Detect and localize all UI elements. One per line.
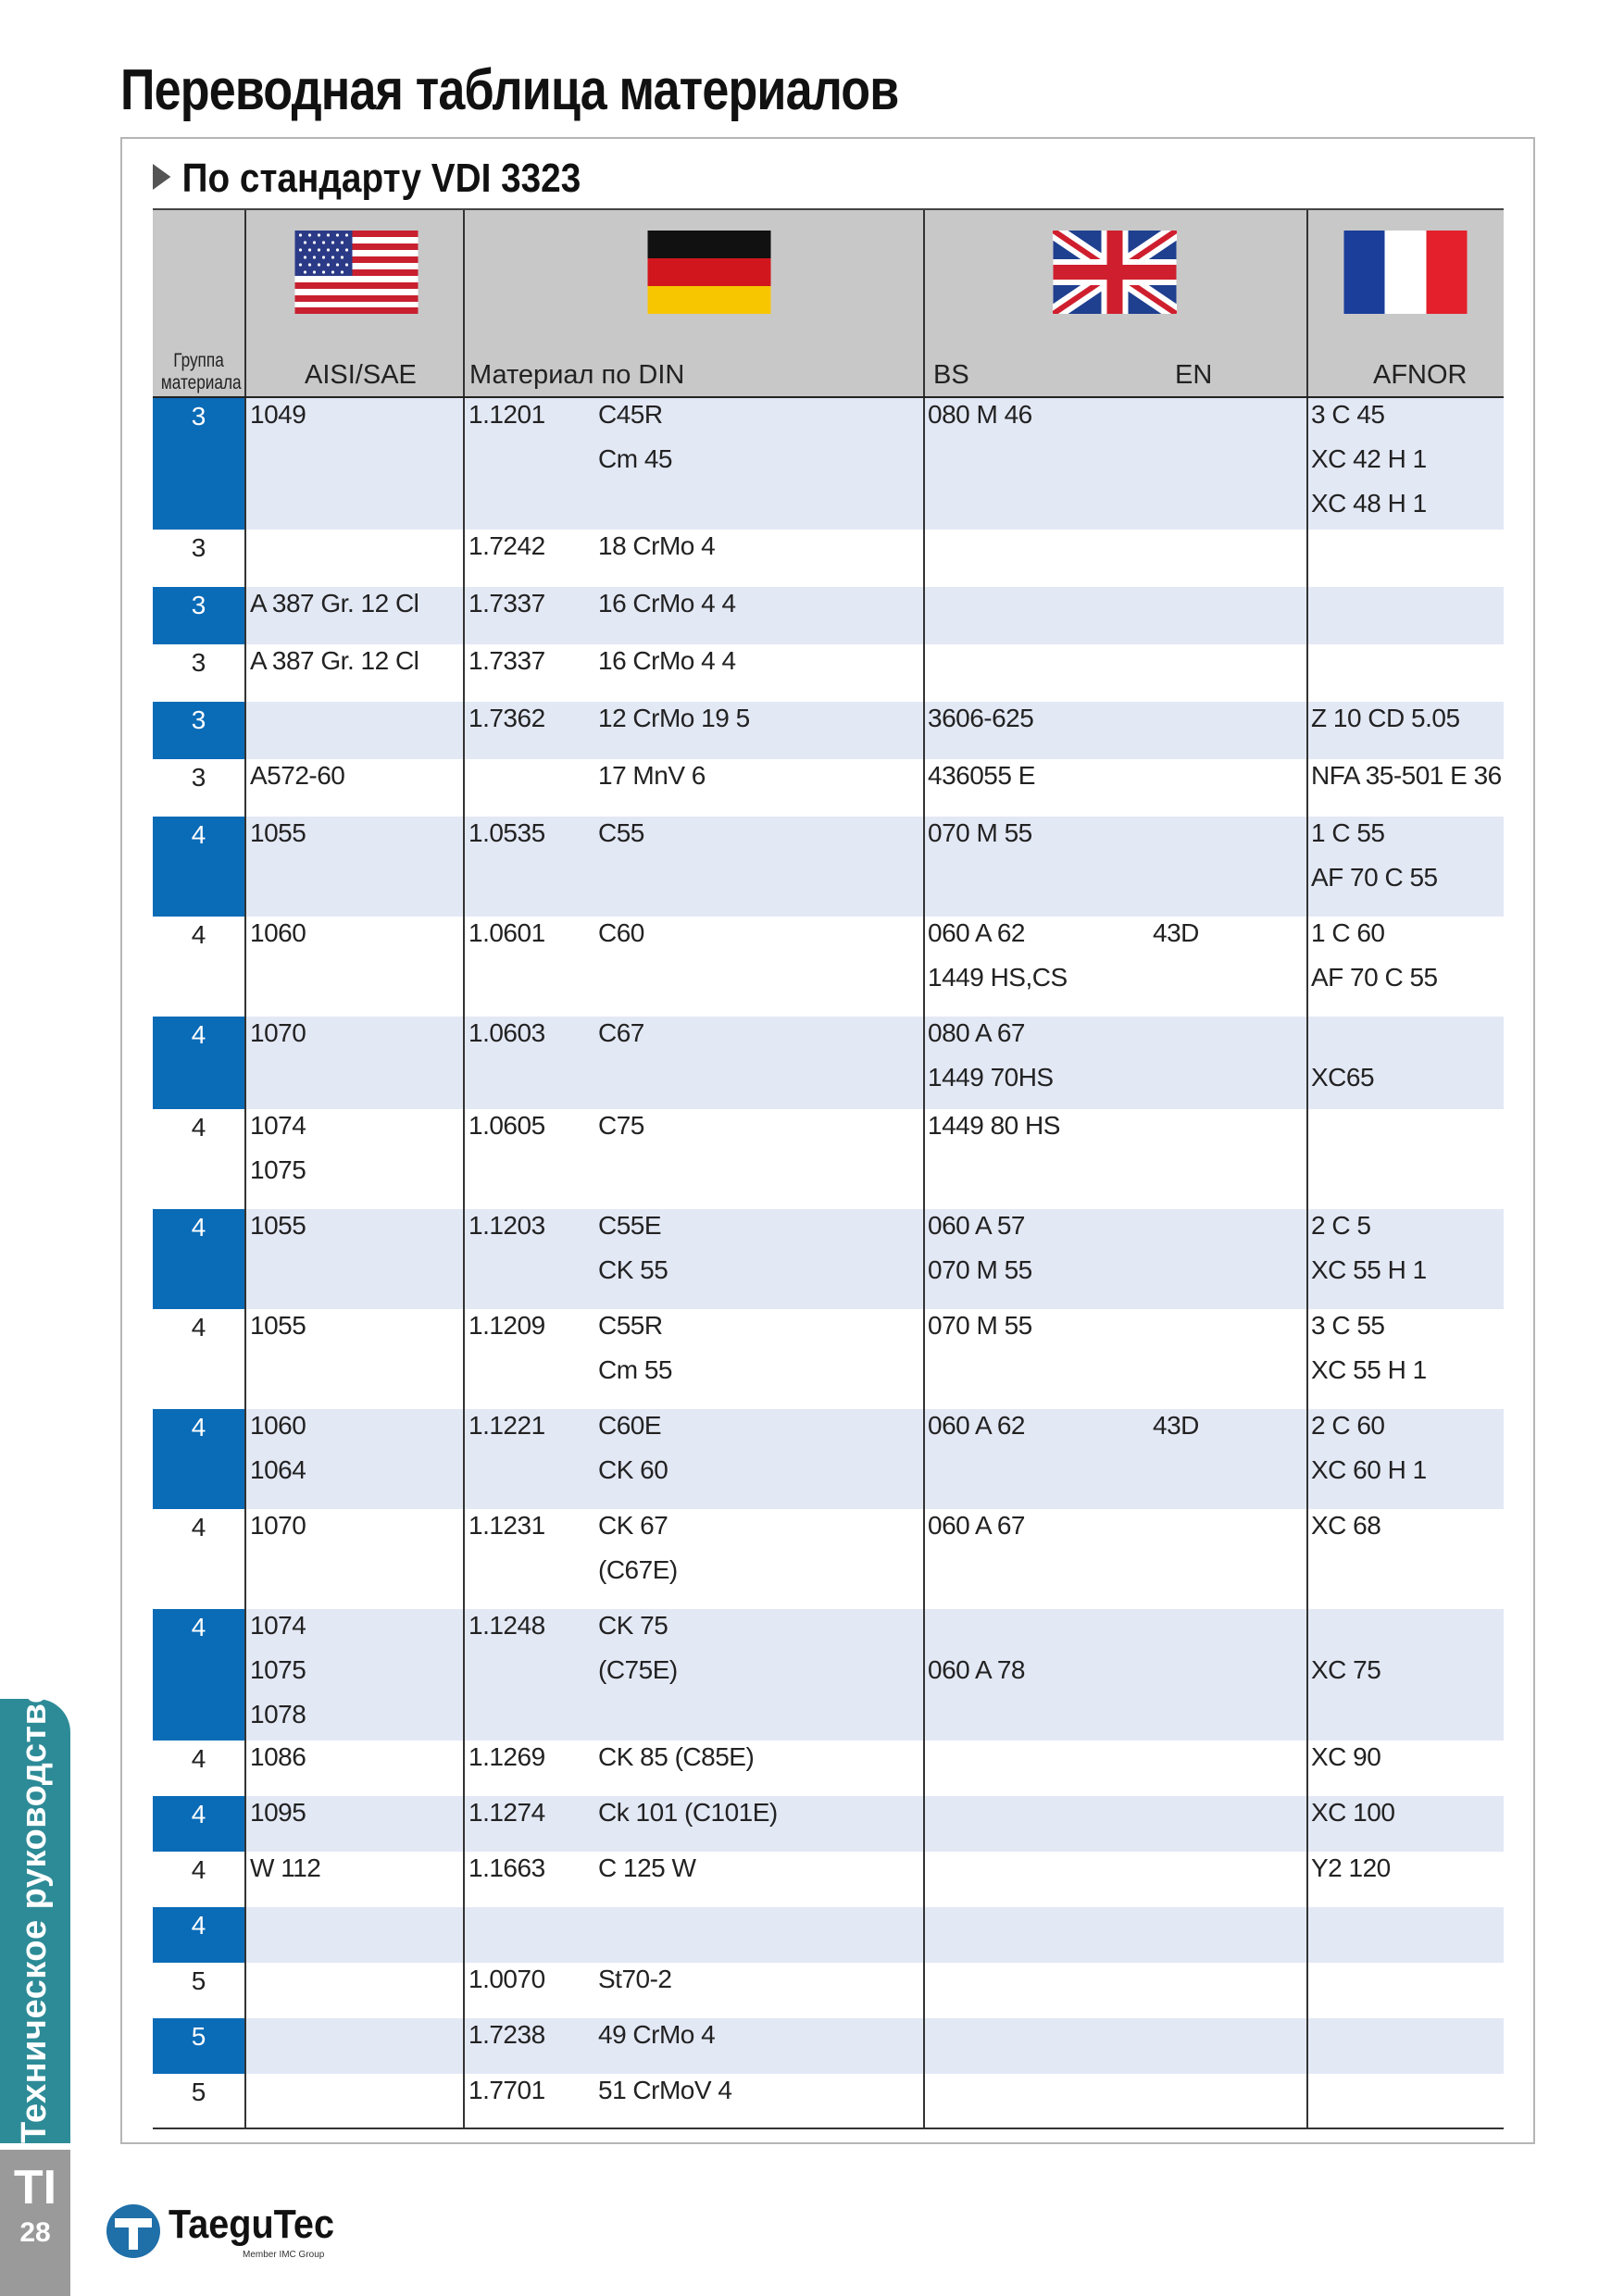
column-divider xyxy=(463,917,465,1017)
column-divider xyxy=(923,759,925,817)
france-flag-icon xyxy=(1343,231,1468,314)
group-cell: 4 xyxy=(191,1313,206,1341)
din-name-cell: 18 CrMo 4 xyxy=(598,531,716,560)
bs-cell: 060 A 67 xyxy=(928,1511,1026,1540)
column-divider xyxy=(463,1741,465,1796)
aisi-cell: 1060 xyxy=(250,1411,306,1440)
column-divider xyxy=(463,587,465,644)
column-divider xyxy=(244,398,246,530)
column-divider xyxy=(923,1017,925,1109)
din-name-cell: 51 CrMoV 4 xyxy=(598,2076,732,2104)
column-divider xyxy=(463,398,465,530)
table-row xyxy=(153,759,1504,817)
din-name-cell: C75 xyxy=(598,1111,644,1140)
column-divider xyxy=(1306,210,1308,396)
column-divider xyxy=(463,1309,465,1409)
column-divider xyxy=(244,1509,246,1609)
column-divider xyxy=(244,1741,246,1796)
din-number-cell: 1.0601 xyxy=(468,918,545,947)
group-cell: 4 xyxy=(191,1113,206,1142)
table-row xyxy=(153,1907,1504,1963)
table-row xyxy=(153,1017,1504,1109)
table-row xyxy=(153,2074,1504,2128)
group-cell: 5 xyxy=(191,2078,206,2106)
column-divider xyxy=(923,398,925,530)
aisi-cell: W 112 xyxy=(250,1853,321,1882)
column-divider xyxy=(923,1209,925,1309)
table-row xyxy=(153,1963,1504,2018)
column-divider xyxy=(463,1796,465,1852)
aisi-cell: 1074 xyxy=(250,1611,306,1640)
afnor-cell: 3 C 55 xyxy=(1311,1311,1385,1340)
page-number: 28 xyxy=(19,2217,51,2248)
aisi-cell: 1055 xyxy=(250,1311,306,1340)
afnor-cell: XC 48 H 1 xyxy=(1311,489,1427,518)
bs-cell: 080 A 67 xyxy=(928,1018,1026,1047)
din-number-cell: 1.7337 xyxy=(468,589,545,618)
column-divider xyxy=(1306,1109,1308,1209)
din-number-cell: 1.1248 xyxy=(468,1611,545,1640)
din-number-cell: 1.1269 xyxy=(468,1742,545,1771)
table-row xyxy=(153,2018,1504,2074)
column-divider xyxy=(463,1209,465,1309)
column-divider xyxy=(923,1907,925,1963)
column-divider xyxy=(244,587,246,644)
column-divider xyxy=(244,2074,246,2128)
column-divider xyxy=(244,702,246,759)
column-divider xyxy=(244,1309,246,1409)
bs-cell: 1449 HS,CS xyxy=(928,963,1068,992)
column-divider xyxy=(244,644,246,702)
header-group: Группа материала xyxy=(160,350,242,393)
column-divider xyxy=(1306,1409,1308,1509)
section-side-label xyxy=(15,2073,55,2143)
uk-flag-icon xyxy=(1053,231,1177,314)
column-divider xyxy=(463,817,465,917)
din-name-cell: C45R xyxy=(598,400,663,429)
column-divider xyxy=(463,1609,465,1741)
table-row xyxy=(153,702,1504,759)
column-divider xyxy=(1306,759,1308,817)
group-cell: 3 xyxy=(191,648,206,677)
table-row xyxy=(153,1741,1504,1796)
din-number-cell: 1.7362 xyxy=(468,704,545,732)
column-divider xyxy=(1306,530,1308,587)
column-divider xyxy=(244,1409,246,1509)
bs-cell: 070 M 55 xyxy=(928,1255,1032,1284)
table-header xyxy=(153,208,1504,398)
group-cell: 4 xyxy=(153,1409,244,1509)
afnor-cell: XC 55 H 1 xyxy=(1311,1255,1427,1284)
column-divider xyxy=(244,917,246,1017)
column-divider xyxy=(463,1963,465,2018)
column-divider xyxy=(463,1017,465,1109)
taegutec-logo xyxy=(104,2202,344,2266)
column-divider xyxy=(923,1796,925,1852)
aisi-cell: A 387 Gr. 12 Cl xyxy=(250,589,419,618)
din-name-cell: Ck 101 (C101E) xyxy=(598,1798,778,1827)
din-name-cell: C55E xyxy=(598,1211,662,1240)
din-name-cell: C60 xyxy=(598,918,644,947)
aisi-cell: 1055 xyxy=(250,818,306,847)
aisi-cell: 1064 xyxy=(250,1455,306,1484)
column-divider xyxy=(463,1907,465,1963)
din-number-cell: 1.0070 xyxy=(468,1965,545,1993)
column-divider xyxy=(1306,917,1308,1017)
afnor-cell: AF 70 C 55 xyxy=(1311,863,1438,892)
taegutec-logo-icon xyxy=(104,2202,163,2261)
afnor-cell: 2 C 60 xyxy=(1311,1411,1385,1440)
bs-cell: 060 A 57 xyxy=(928,1211,1026,1240)
group-cell: 3 xyxy=(153,398,244,530)
column-divider xyxy=(923,2074,925,2128)
column-divider xyxy=(1306,1509,1308,1609)
column-divider xyxy=(923,1963,925,2018)
din-name-cell: CK 75 xyxy=(598,1611,668,1640)
aisi-cell: 1049 xyxy=(250,400,306,429)
group-cell: 4 xyxy=(153,817,244,917)
column-divider xyxy=(244,210,246,396)
column-divider xyxy=(923,817,925,917)
table-row xyxy=(153,1309,1504,1409)
table-row xyxy=(153,1409,1504,1509)
column-divider xyxy=(1306,1796,1308,1852)
column-divider xyxy=(923,2018,925,2074)
column-divider xyxy=(1306,1852,1308,1907)
table-row xyxy=(153,1852,1504,1907)
table-row xyxy=(153,1796,1504,1852)
afnor-cell: AF 70 C 55 xyxy=(1311,963,1438,992)
aisi-cell: 1060 xyxy=(250,918,306,947)
group-cell: 5 xyxy=(153,2018,244,2074)
aisi-cell: 1070 xyxy=(250,1511,306,1540)
din-number-cell: 1.1663 xyxy=(468,1853,545,1882)
din-number-cell: 1.7242 xyxy=(468,531,545,560)
din-number-cell: 1.7701 xyxy=(468,2076,545,2104)
logo-tagline: Member IMC Group xyxy=(243,2250,325,2260)
afnor-cell: XC65 xyxy=(1311,1063,1375,1092)
afnor-cell: Y2 120 xyxy=(1311,1853,1391,1882)
afnor-cell: 2 C 5 xyxy=(1311,1211,1371,1240)
bs-cell: 060 A 62 xyxy=(928,1411,1026,1440)
group-cell: 5 xyxy=(191,1966,206,1995)
din-name-cell: 16 CrMo 4 4 xyxy=(598,646,736,675)
bs-cell: 080 M 46 xyxy=(928,400,1032,429)
column-divider xyxy=(244,817,246,917)
bs-cell: 060 A 78 xyxy=(928,1655,1026,1684)
aisi-cell: 1075 xyxy=(250,1155,306,1184)
din-name-cell: (C75E) xyxy=(598,1655,678,1684)
bs-cell: 070 M 55 xyxy=(928,818,1032,847)
din-name-cell: 12 CrMo 19 5 xyxy=(598,704,750,732)
group-cell: 4 xyxy=(191,1744,206,1773)
column-divider xyxy=(244,759,246,817)
column-divider xyxy=(1306,1017,1308,1109)
en-cell: 43D xyxy=(1153,918,1199,947)
din-name-cell: 17 MnV 6 xyxy=(598,761,706,790)
section-subtitle xyxy=(153,156,581,202)
din-name-cell: 49 CrMo 4 xyxy=(598,2020,716,2049)
column-divider xyxy=(463,2018,465,2074)
column-divider xyxy=(923,1409,925,1509)
column-divider xyxy=(244,530,246,587)
din-number-cell: 1.0605 xyxy=(468,1111,545,1140)
din-number-cell: 1.1209 xyxy=(468,1311,545,1340)
column-divider xyxy=(923,1509,925,1609)
column-divider xyxy=(463,530,465,587)
din-name-cell: C67 xyxy=(598,1018,644,1047)
group-cell: 3 xyxy=(191,533,206,562)
column-divider xyxy=(1306,644,1308,702)
group-cell: 4 xyxy=(191,920,206,949)
din-number-cell: 1.1201 xyxy=(468,400,545,429)
column-divider xyxy=(463,1852,465,1907)
column-divider xyxy=(1306,817,1308,917)
din-name-cell: C55R xyxy=(598,1311,663,1340)
column-divider xyxy=(1306,1309,1308,1409)
column-divider xyxy=(923,1852,925,1907)
column-divider xyxy=(244,1907,246,1963)
din-name-cell: 16 CrMo 4 4 xyxy=(598,589,736,618)
table-row xyxy=(153,587,1504,644)
aisi-cell: 1086 xyxy=(250,1742,306,1771)
table-body xyxy=(153,398,1504,2128)
din-number-cell: 1.1203 xyxy=(468,1211,545,1240)
column-divider xyxy=(923,587,925,644)
din-name-cell: CK 60 xyxy=(598,1455,668,1484)
afnor-cell: 1 C 55 xyxy=(1311,818,1385,847)
afnor-cell: XC 90 xyxy=(1311,1742,1381,1771)
din-number-cell: 1.7337 xyxy=(468,646,545,675)
group-cell: 3 xyxy=(153,702,244,759)
din-name-cell: CK 55 xyxy=(598,1255,668,1284)
aisi-cell: 1075 xyxy=(250,1655,306,1684)
column-divider xyxy=(1306,587,1308,644)
column-divider xyxy=(463,644,465,702)
column-divider xyxy=(1306,2074,1308,2128)
column-divider xyxy=(463,1509,465,1609)
group-cell: 3 xyxy=(191,763,206,792)
din-number-cell: 1.0535 xyxy=(468,818,545,847)
group-cell: 4 xyxy=(153,1907,244,1963)
bs-cell: 070 M 55 xyxy=(928,1311,1032,1340)
table-row xyxy=(153,644,1504,702)
din-name-cell: (C67E) xyxy=(598,1555,678,1584)
column-divider xyxy=(923,1109,925,1209)
column-divider xyxy=(923,644,925,702)
din-name-cell: Cm 55 xyxy=(598,1355,672,1384)
bs-cell: 060 A 62 xyxy=(928,918,1026,947)
usa-flag-icon xyxy=(294,231,418,314)
column-divider xyxy=(923,702,925,759)
din-number-cell: 1.0603 xyxy=(468,1018,545,1047)
column-divider xyxy=(244,1609,246,1741)
din-number-cell: 1.1231 xyxy=(468,1511,545,1540)
din-name-cell: CK 67 xyxy=(598,1511,668,1540)
column-divider xyxy=(923,917,925,1017)
afnor-cell: XC 55 H 1 xyxy=(1311,1355,1427,1384)
aisi-cell: 1074 xyxy=(250,1111,306,1140)
en-cell: 43D xyxy=(1153,1411,1199,1440)
afnor-cell: NFA 35-501 E 36 xyxy=(1311,761,1502,790)
afnor-cell: XC 100 xyxy=(1311,1798,1395,1827)
din-name-cell: St70-2 xyxy=(598,1965,672,1993)
column-divider xyxy=(923,1609,925,1741)
column-divider xyxy=(244,2018,246,2074)
afnor-cell: XC 75 xyxy=(1311,1655,1381,1684)
column-divider xyxy=(923,1309,925,1409)
column-divider xyxy=(244,1852,246,1907)
column-divider xyxy=(463,759,465,817)
subtitle-text: По стандарту VDI 3323 xyxy=(181,156,581,201)
table-bottom-rule xyxy=(153,2128,1504,2129)
din-name-cell: C 125 W xyxy=(598,1853,696,1882)
column-divider xyxy=(1306,1741,1308,1796)
column-divider xyxy=(244,1209,246,1309)
column-divider xyxy=(463,702,465,759)
header-din: Материал по DIN xyxy=(469,360,685,390)
column-divider xyxy=(463,2074,465,2128)
column-divider xyxy=(244,1796,246,1852)
afnor-cell: XC 68 xyxy=(1311,1511,1381,1540)
column-divider xyxy=(1306,1209,1308,1309)
table-row xyxy=(153,917,1504,1017)
header-aisi: AISI/SAE xyxy=(305,360,417,390)
afnor-cell: 3 C 45 xyxy=(1311,400,1385,429)
column-divider xyxy=(463,1409,465,1509)
column-divider xyxy=(463,1109,465,1209)
table-row xyxy=(153,1109,1504,1209)
column-divider xyxy=(463,210,465,396)
din-name-cell: C60E xyxy=(598,1411,662,1440)
germany-flag-icon xyxy=(647,231,771,314)
din-name-cell: Cm 45 xyxy=(598,444,672,473)
table-row xyxy=(153,398,1504,530)
aisi-cell: 1055 xyxy=(250,1211,306,1240)
aisi-cell: 1095 xyxy=(250,1798,306,1827)
aisi-cell: A 387 Gr. 12 Cl xyxy=(250,646,419,675)
column-divider xyxy=(923,530,925,587)
logo-name: TaeguTec xyxy=(169,2202,334,2247)
column-divider xyxy=(1306,1907,1308,1963)
column-divider xyxy=(1306,2018,1308,2074)
afnor-cell: 1 C 60 xyxy=(1311,918,1385,947)
column-divider xyxy=(923,1741,925,1796)
bs-cell: 1449 70HS xyxy=(928,1063,1054,1092)
section-code-box xyxy=(0,2150,70,2296)
column-divider xyxy=(244,1109,246,1209)
din-name-cell: CK 85 (C85E) xyxy=(598,1742,755,1771)
aisi-cell: 1070 xyxy=(250,1018,306,1047)
bs-cell: 436055 E xyxy=(928,761,1035,790)
din-name-cell: C55 xyxy=(598,818,644,847)
column-divider xyxy=(1306,1963,1308,2018)
aisi-cell: A572-60 xyxy=(250,761,345,790)
table-row xyxy=(153,1609,1504,1741)
column-divider xyxy=(923,210,925,396)
group-cell: 4 xyxy=(191,1855,206,1884)
header-afnor: AFNOR xyxy=(1373,360,1468,390)
afnor-cell: XC 42 H 1 xyxy=(1311,444,1427,473)
din-number-cell: 1.7238 xyxy=(468,2020,545,2049)
aisi-cell: 1078 xyxy=(250,1700,306,1728)
bs-cell: 1449 80 HS xyxy=(928,1111,1060,1140)
materials-table xyxy=(153,208,1504,2129)
afnor-cell: XC 60 H 1 xyxy=(1311,1455,1427,1484)
table-row xyxy=(153,1509,1504,1609)
din-number-cell: 1.1221 xyxy=(468,1411,545,1440)
group-cell: 3 xyxy=(153,587,244,644)
column-divider xyxy=(1306,702,1308,759)
group-cell: 4 xyxy=(153,1609,244,1741)
column-divider xyxy=(1306,398,1308,530)
triangle-bullet-icon xyxy=(153,164,170,190)
table-row xyxy=(153,1209,1504,1309)
group-cell: 4 xyxy=(153,1796,244,1852)
table-row xyxy=(153,817,1504,917)
column-divider xyxy=(244,1963,246,2018)
header-en: EN xyxy=(1175,360,1213,390)
header-bs: BS xyxy=(933,360,969,390)
section-code: TI xyxy=(13,2161,57,2215)
din-number-cell: 1.1274 xyxy=(468,1798,545,1827)
afnor-cell: Z 10 CD 5.05 xyxy=(1311,704,1460,732)
bs-cell: 3606-625 xyxy=(928,704,1034,732)
group-cell: 4 xyxy=(153,1017,244,1109)
column-divider xyxy=(244,1017,246,1109)
group-cell: 4 xyxy=(191,1513,206,1541)
page-title: Переводная таблица материалов xyxy=(120,58,899,122)
group-cell: 4 xyxy=(153,1209,244,1309)
column-divider xyxy=(1306,1609,1308,1741)
table-row xyxy=(153,530,1504,587)
